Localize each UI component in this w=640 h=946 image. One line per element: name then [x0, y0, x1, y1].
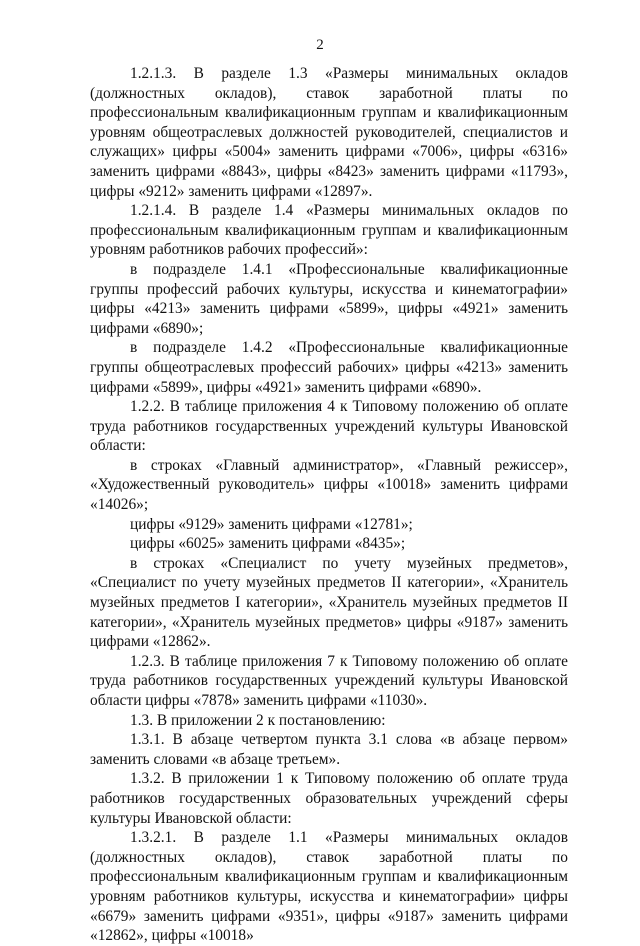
paragraph-1-3-2-1: 1.3.2.1. В разделе 1.1 «Размеры минимальных окладов (должностных окладов), ставок заработной платы по профессиональным квалификационным группам и квалификационным уровням работников культуры, искусства и кинематографии» цифры «6679» заменить цифрами «9351», цифры «9187» заменить цифрами «12862», цифры «10018»	[90, 829, 568, 945]
paragraph-digits-9129: цифры «9129» заменить цифрами «12781»;	[130, 515, 413, 533]
paragraph-subsection-1-4-1: в подразделе 1.4.1 «Профессиональные квалификационные группы профессий рабочих культуры, искусства и кинематографии» цифры «4213» заменить цифрами «5899», цифры «4921» заменить цифрами «6890»;	[90, 260, 568, 337]
document-body	[90, 64, 568, 946]
paragraph-1-2-3: 1.2.3. В таблице приложения 7 к Типовому положению об оплате труда работников государственных учреждений культуры Ивановской области цифры «7878» заменить цифрами «11030».	[90, 652, 568, 709]
paragraph-1-2-2: 1.2.2. В таблице приложения 4 к Типовому положению об оплате труда работников государственных учреждений культуры Ивановской области:	[90, 398, 568, 455]
paragraph-1-3-2: 1.3.2. В приложении 1 к Типовому положению об оплате труда работников государственных образовательных учреждений сферы культуры Ивановской области:	[90, 770, 568, 827]
paragraph-1-3: 1.3. В приложении 2 к постановлению:	[130, 711, 386, 729]
page-number: 2	[316, 37, 324, 53]
paragraph-digits-6025: цифры «6025» заменить цифрами «8435»;	[130, 535, 406, 553]
paragraph-subsection-1-4-2: в подразделе 1.4.2 «Профессиональные квалификационные группы общеотраслевых профессий рабочих» цифры «4213» заменить цифрами «5899», цифры «4921» заменить цифрами «6890».	[90, 339, 568, 396]
paragraph-rows-administrator: в строках «Главный администратор», «Главный режиссер», «Художественный руководитель» цифры «10018» заменить цифрами «14026»;	[90, 456, 568, 514]
paragraph-1-2-1-4: 1.2.1.4. В разделе 1.4 «Размеры минимальных окладов по профессиональным квалификационным группам и квалификационным уровням работников рабочих профессий»:	[90, 202, 568, 259]
paragraph-rows-museum: в строках «Специалист по учету музейных предметов», «Специалист по учету музейных предметов II категории», «Хранитель музейных предметов I категории», «Хранитель музейных предметов II категории», «Хранитель музейных предметов» цифры «9187» заменить цифрами «12862».	[90, 554, 568, 651]
paragraph-1-2-1-3: 1.2.1.3. В разделе 1.3 «Размеры минимальных окладов (должностных окладов), ставок заработной платы по профессиональным квалификационным группам и квалификационным уровням общеотраслевых должностей руководителей, специалистов и служащих» цифры «5004» заменить цифрами «7006», цифры «6316» заменить цифрами «8843», цифры «8423» заменить цифрами «11793», цифры «9212» заменить цифрами «12897».	[90, 65, 568, 200]
paragraph-1-3-1: 1.3.1. В абзаце четвертом пункта 3.1 слова «в абзаце первом» заменить словами «в абзаце третьем».	[90, 731, 568, 768]
